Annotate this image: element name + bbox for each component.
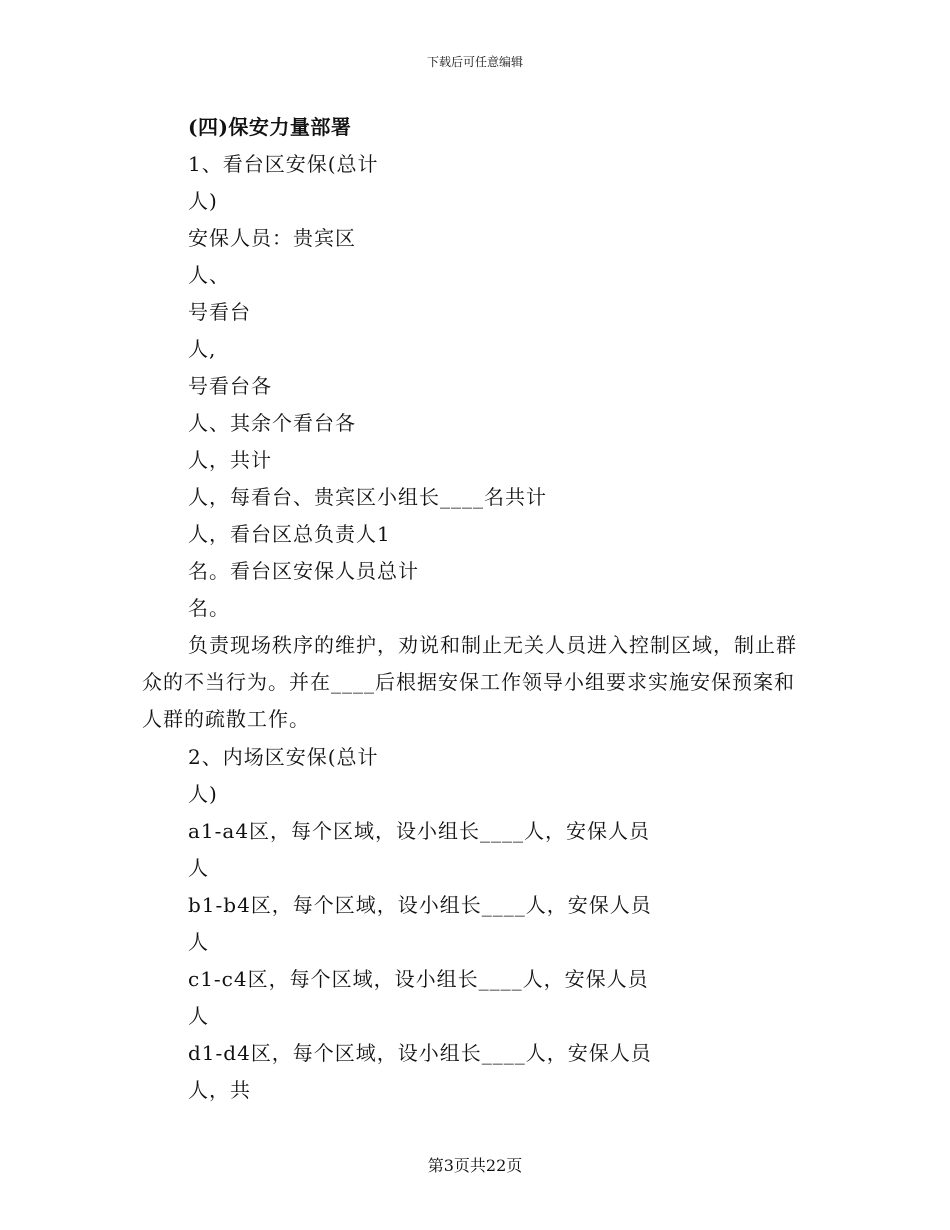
text-line: d1-d4区，每个区域，设小组长____人，安保人员 (188, 1041, 652, 1065)
text-line: 人、其余个看台各 (188, 411, 356, 435)
text-line: b1-b4区，每个区域，设小组长____人，安保人员 (188, 893, 652, 917)
text-line: 号看台各 (188, 374, 272, 398)
text-line: 安保人员：贵宾区 (188, 226, 356, 250)
text-line: 名。看台区安保人员总计 (188, 559, 419, 583)
text-line: 人，每看台、贵宾区小组长____名共计 (188, 485, 547, 509)
text-line: 人) (188, 189, 218, 213)
text-line: 号看台 (188, 300, 251, 324)
text-line: a1-a4区，每个区域，设小组长____人，安保人员 (188, 819, 651, 843)
section-heading: (四)保安力量部署 (188, 115, 352, 139)
page-footer: 第3页共22页 (427, 1156, 523, 1175)
text-line: 人, (188, 337, 217, 361)
text-line: 1、看台区安保(总计 (188, 152, 379, 176)
body-paragraph: 负责现场秩序的维护，劝说和制止无关人员进入控制区域，制止群众的不当行为。并在____后根据安保工作领导小组要求实施安保预案和人群的疏散工作。 (142, 633, 797, 731)
text-line: 人，共计 (188, 448, 272, 472)
text-line: 人，看台区总负责人1 (188, 522, 391, 546)
text-line: 人，共 (188, 1078, 251, 1102)
text-line: c1-c4区，每个区域，设小组长____人，安保人员 (188, 967, 649, 991)
text-line: 人 (188, 1004, 209, 1028)
text-line: 人 (188, 930, 209, 954)
text-line: 人) (188, 782, 218, 806)
text-line: 人、 (188, 263, 230, 287)
text-line: 2、内场区安保(总计 (188, 745, 379, 769)
text-line: 名。 (188, 596, 230, 620)
text-line: 人 (188, 856, 209, 880)
page-header: 下载后可任意编辑 (426, 55, 523, 69)
